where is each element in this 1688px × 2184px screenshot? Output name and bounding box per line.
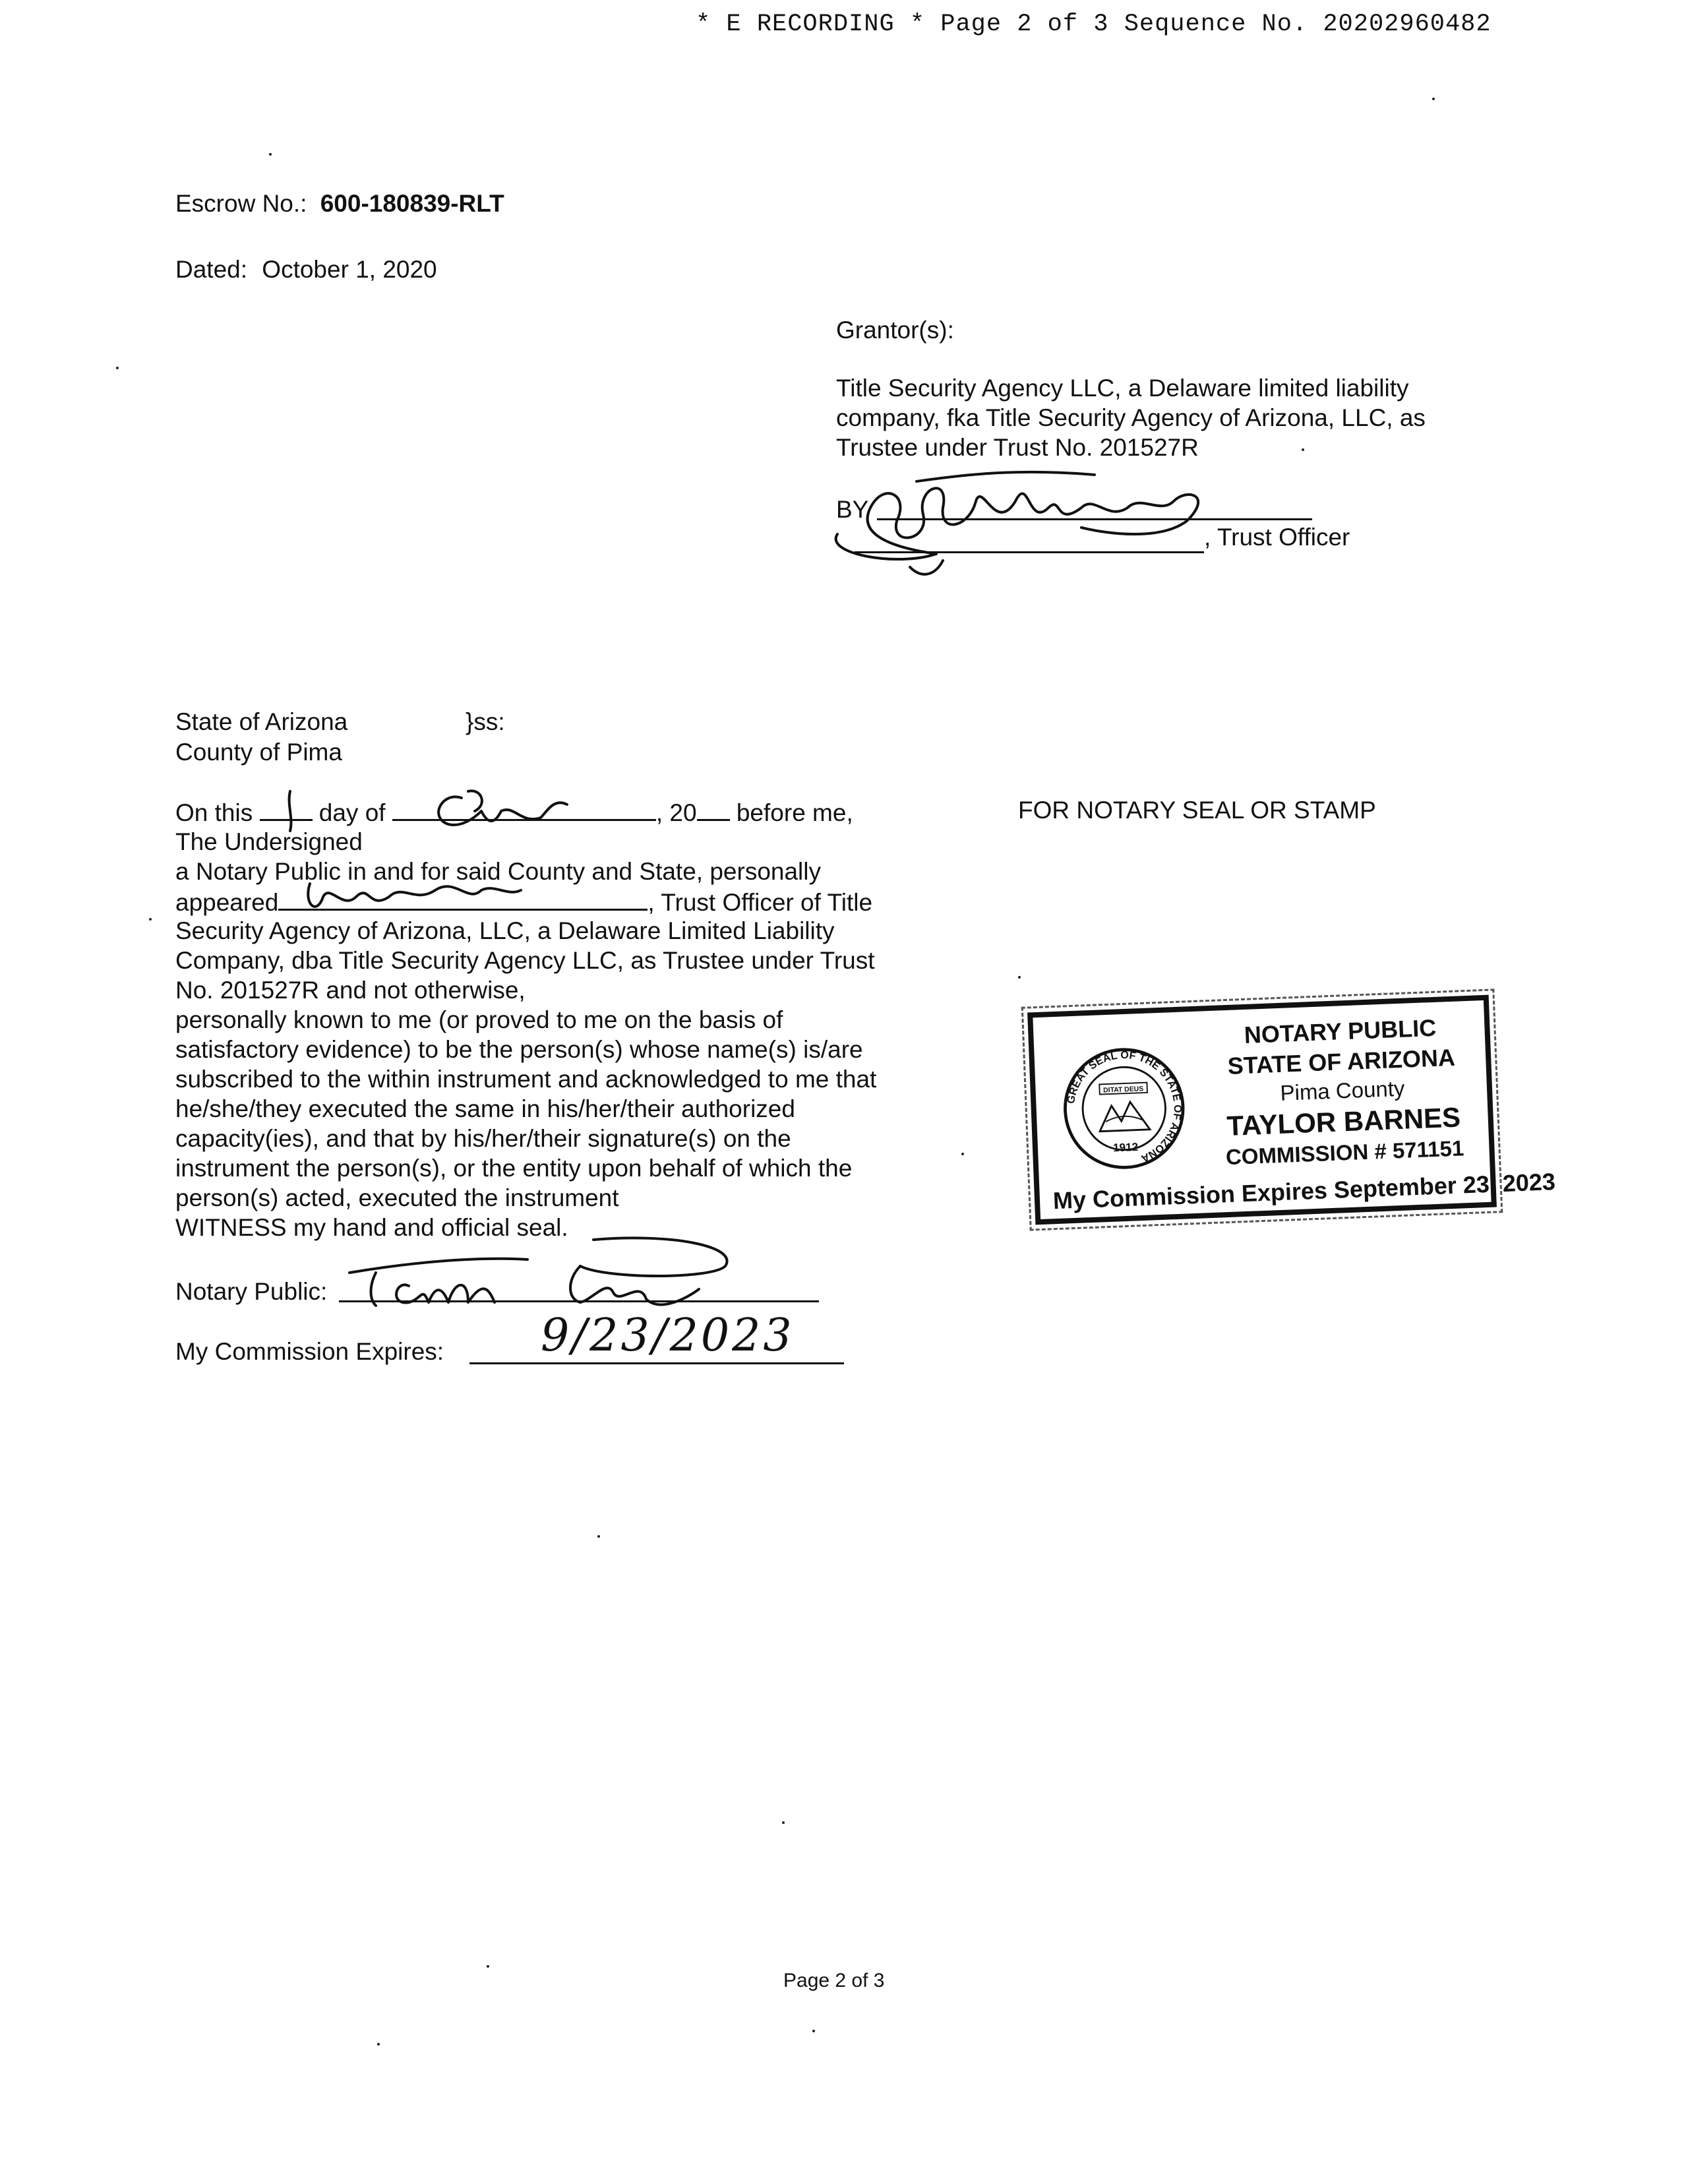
scan-speck xyxy=(1018,976,1021,979)
scan-speck xyxy=(269,153,272,156)
ack-body-8: capacity(ies), and that by his/her/their signature(s) on the xyxy=(175,1125,791,1152)
commission-expires-line xyxy=(469,1362,844,1364)
ack-witness: WITNESS my hand and official seal. xyxy=(175,1214,568,1241)
scan-speck xyxy=(812,2030,815,2032)
ack-year-prefix: , 20 xyxy=(655,799,697,826)
scan-speck xyxy=(149,918,152,921)
trust-officer-signature xyxy=(818,455,1213,574)
stamp-text xyxy=(1198,1011,1487,1172)
escrow-label: Escrow No.: xyxy=(175,190,307,217)
ack-body-7: he/she/they executed the same in his/her/their authorized xyxy=(175,1095,795,1122)
ack-trust-officer-of: , Trust Officer of Title xyxy=(648,889,873,916)
ack-before-me: before me, xyxy=(736,799,853,826)
escrow-number: 600-180839-RLT xyxy=(320,190,504,217)
venue-county: County of Pima xyxy=(175,739,342,766)
stamp-line-1: NOTARY PUBLIC xyxy=(1244,1014,1437,1048)
scan-speck xyxy=(377,2043,380,2046)
arizona-seal-icon xyxy=(1059,1043,1189,1173)
ack-body-4: personally known to me (or proved to me on the basis of xyxy=(175,1006,783,1033)
stamp-line-4: TAYLOR BARNES xyxy=(1226,1101,1461,1142)
dated-value: October 1, 2020 xyxy=(262,256,437,283)
stamp-line-3: Pima County xyxy=(1279,1076,1406,1105)
grantor-line-1: Title Security Agency LLC, a Delaware limited liability xyxy=(836,375,1409,402)
stamp-line-2: STATE OF ARIZONA xyxy=(1226,1043,1456,1079)
seal-year: 1912 xyxy=(1112,1140,1139,1155)
dated-row xyxy=(175,255,437,284)
ack-body-9: instrument the person(s), or the entity upon behalf of which the xyxy=(175,1155,853,1182)
stamp-line-5: COMMISSION # 571151 xyxy=(1225,1136,1464,1170)
scan-speck xyxy=(597,1535,600,1538)
scan-speck xyxy=(961,1153,964,1155)
recording-header: * E RECORDING * Page 2 of 3 Sequence No. 20202960482 xyxy=(696,11,1492,38)
scan-speck xyxy=(1302,448,1304,451)
notary-public-label: Notary Public: xyxy=(175,1278,328,1305)
venue-ss: }ss: xyxy=(466,708,505,735)
ack-body-3: No. 201527R and not otherwise, xyxy=(175,977,526,1004)
ack-on-this: On this xyxy=(175,799,253,826)
seal-ring-text: GREAT SEAL OF THE STATE OF ARIZONA xyxy=(1064,1048,1184,1165)
by-label: BY xyxy=(836,496,869,523)
venue-state: State of Arizona xyxy=(175,708,348,735)
ack-body-2: Company, dba Title Security Agency LLC, as Trustee under Trust xyxy=(175,947,875,974)
notary-signature xyxy=(330,1227,765,1312)
ack-line-3: a Notary Public in and for said County and State, personally xyxy=(175,858,822,885)
appeared-signature xyxy=(284,870,547,923)
grantor-line-3: Trustee under Trust No. 201527R xyxy=(836,434,1199,461)
ack-appeared: appeared xyxy=(175,889,279,916)
grantor-label: Grantor(s): xyxy=(836,317,954,344)
commission-expires-label: My Commission Expires: xyxy=(175,1338,444,1365)
year-blank xyxy=(697,797,730,821)
dated-label: Dated: xyxy=(175,256,248,283)
scan-speck xyxy=(116,367,119,369)
scan-speck xyxy=(487,1965,489,1968)
seal-area-label: FOR NOTARY SEAL OR STAMP xyxy=(1018,797,1376,824)
ack-body-10: person(s) acted, executed the instrument xyxy=(175,1184,619,1211)
notary-stamp xyxy=(1027,995,1556,1225)
seal-motto: DITAT DEUS xyxy=(1102,1085,1144,1095)
ack-undersigned: The Undersigned xyxy=(175,828,363,855)
grantor-line-2: company, fka Title Security Agency of Arizona, LLC, as xyxy=(836,404,1426,431)
commission-expires-handwritten: 9/23/2023 xyxy=(541,1310,795,1362)
scan-speck xyxy=(782,1821,785,1824)
ack-body-5: satisfactory evidence) to be the person(s) whose name(s) is/are xyxy=(175,1036,863,1063)
page-footer: Page 2 of 3 xyxy=(783,1970,885,1991)
stamp-line-6: My Commission Expires September 23, 2023 xyxy=(1052,1168,1556,1215)
scan-speck xyxy=(1432,98,1435,100)
ack-body-1: Security Agency of Arizona, LLC, a Delaware Limited Liability xyxy=(175,917,835,944)
ack-body-6: subscribed to the within instrument and acknowledged to me that xyxy=(175,1066,877,1093)
ack-day-of: day of xyxy=(318,799,386,826)
trust-officer-title: , Trust Officer xyxy=(1204,524,1350,551)
escrow-number-row xyxy=(175,189,504,218)
